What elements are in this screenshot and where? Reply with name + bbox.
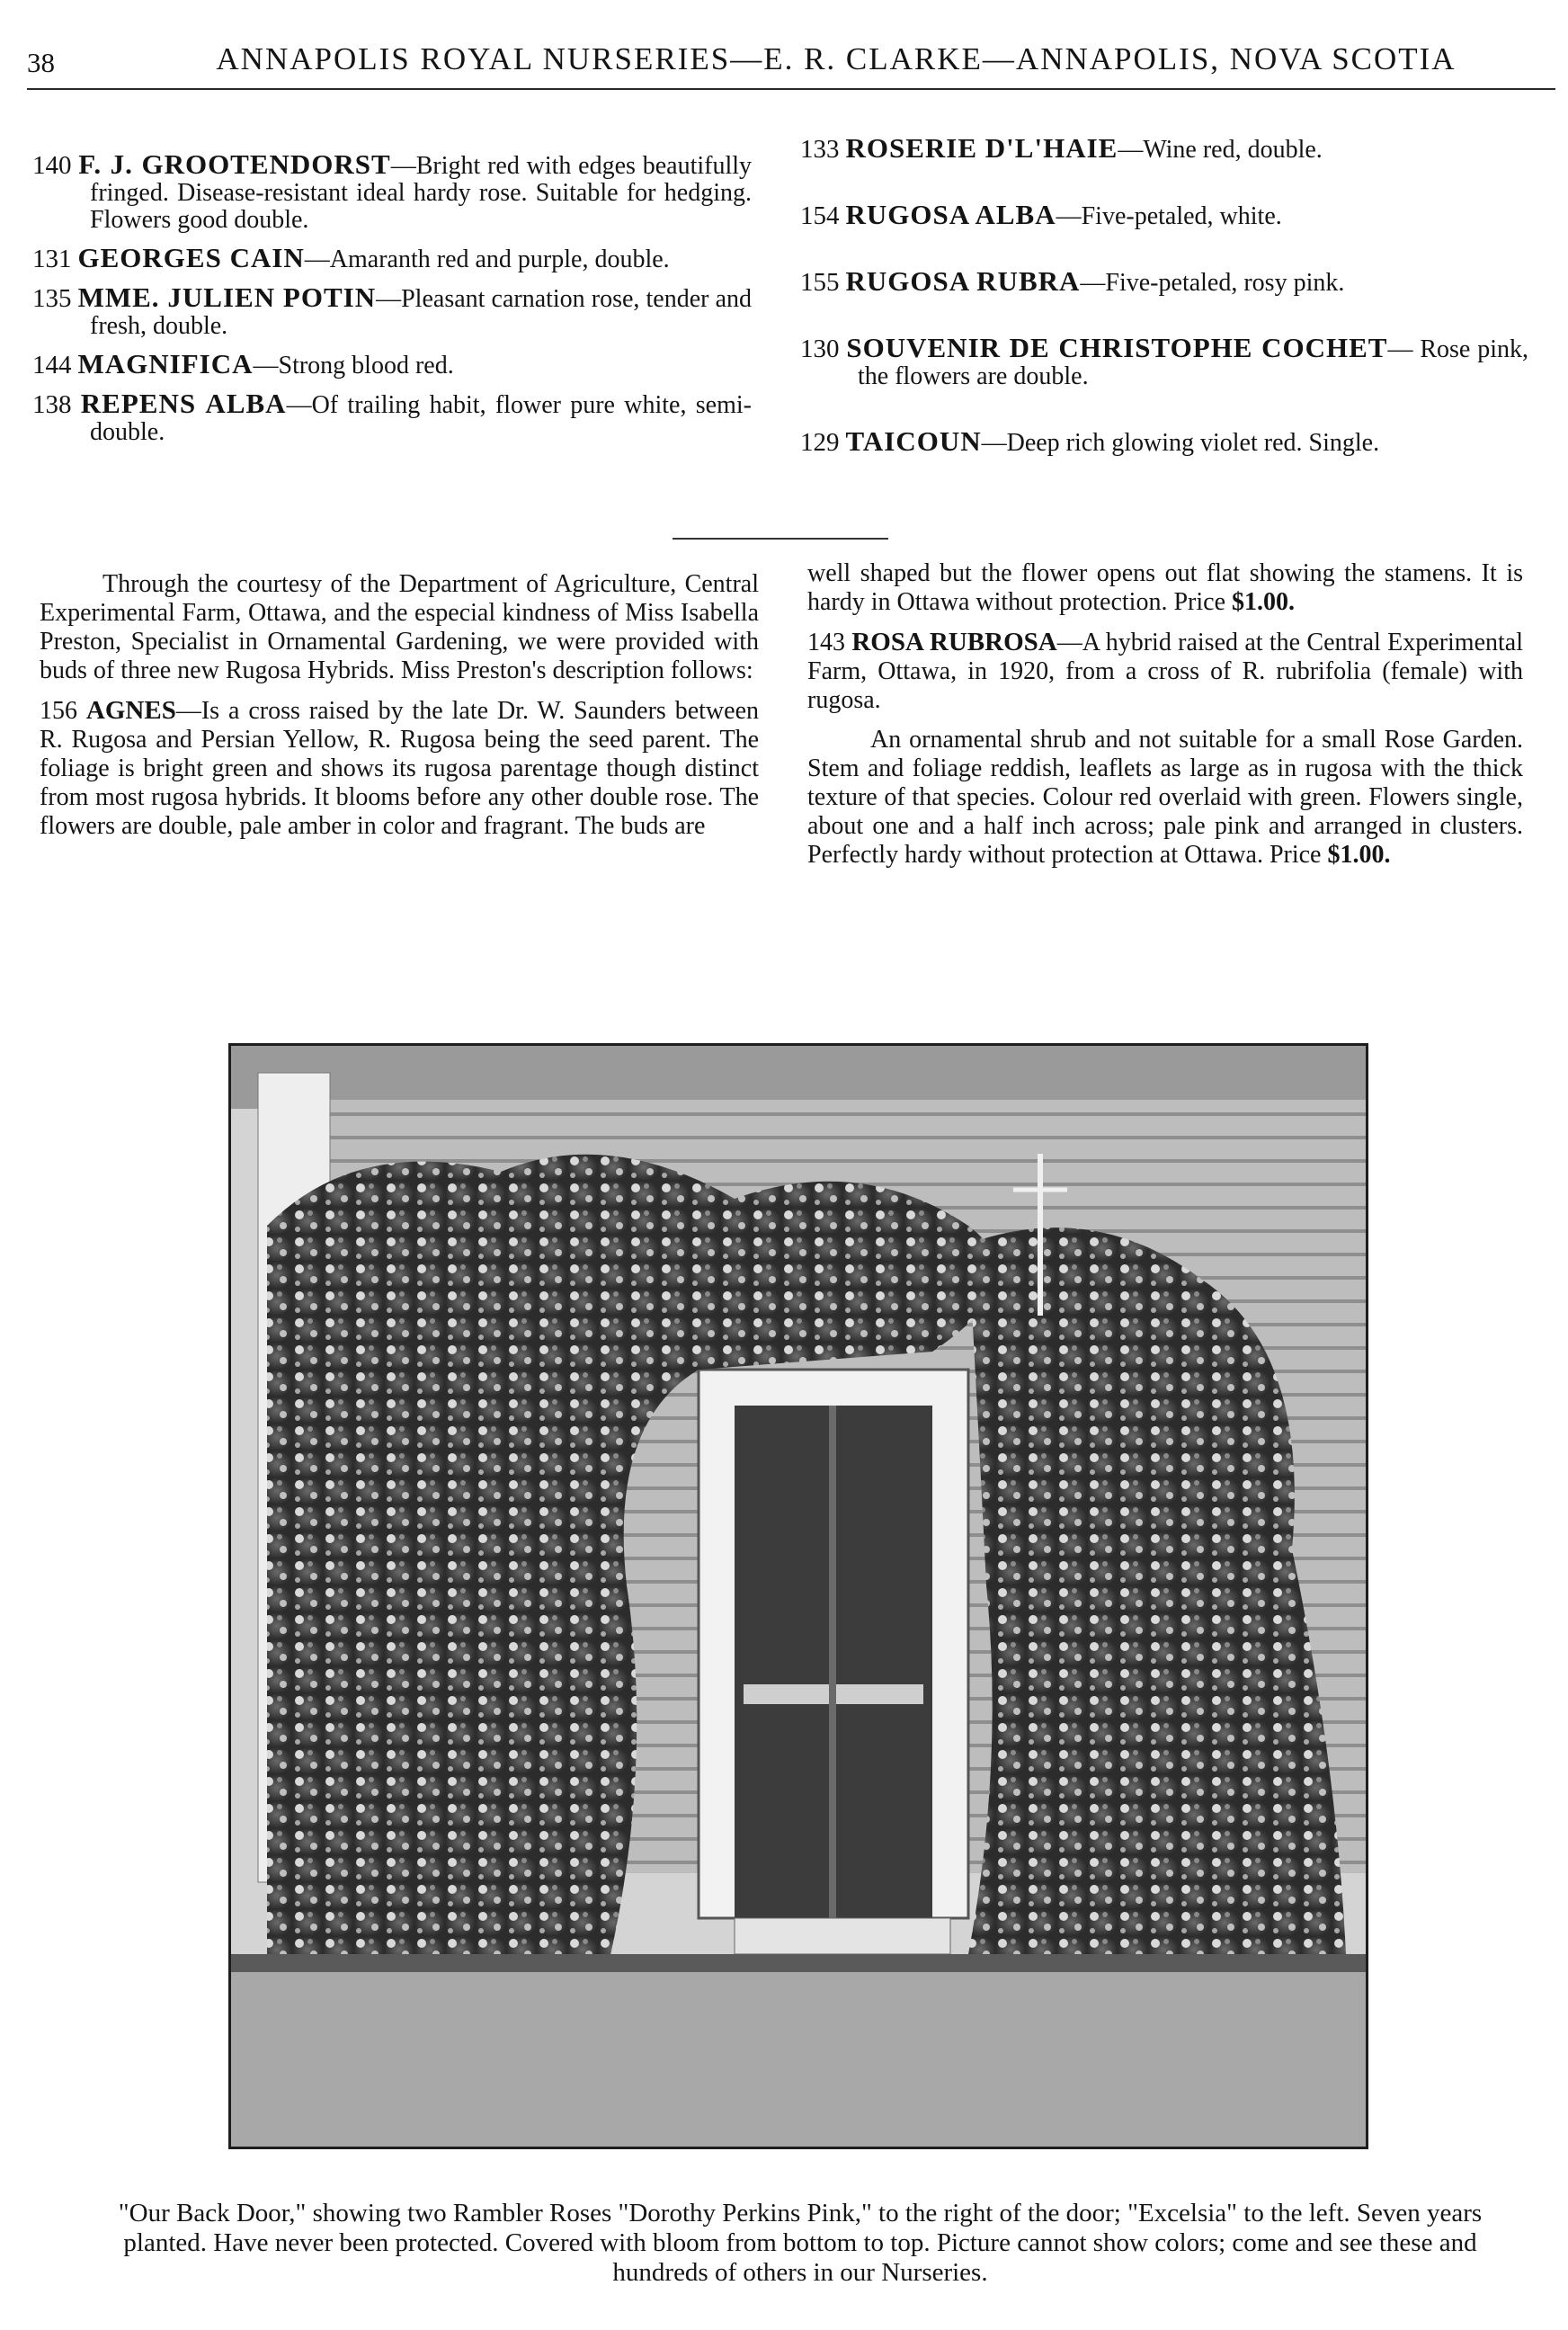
rose-entry bbox=[800, 332, 1528, 390]
rose-entry bbox=[800, 265, 1528, 297]
entry-number: 130 bbox=[800, 335, 840, 363]
rose-name: ROSERIE D'L'HAIE bbox=[845, 132, 1118, 164]
price: $1.00. bbox=[1327, 841, 1391, 869]
price: $1.00. bbox=[1232, 588, 1295, 616]
rose-name: MME. JULIEN POTIN bbox=[77, 281, 377, 313]
back-door-photograph bbox=[228, 1043, 1368, 2149]
rose-description: —Is a cross raised by the late Dr. W. Saunders between R. Rugosa and Persian Yellow, R. Rugosa being the seed parent. The foliage is bright green and shows its rugosa parentage though distinct from most rugosa hybrids. It blooms before any other double rose. The flowers are double, pale amber in color and fragrant. The buds are bbox=[40, 697, 760, 840]
rubrosa-description bbox=[807, 726, 1523, 870]
rose-name: F. J. GROOTENDORST bbox=[78, 148, 391, 180]
rose-description: —Wine red, double. bbox=[1118, 136, 1323, 164]
entry-number: 133 bbox=[800, 135, 840, 164]
rose-list-right bbox=[800, 132, 1528, 495]
header-rule bbox=[27, 88, 1555, 90]
entry-number: 143 bbox=[807, 629, 845, 656]
page-header bbox=[27, 32, 1537, 86]
rose-description: An ornamental shrub and not suitable for a small Rose Garden. Stem and foliage reddish, leaflets as large as in rugosa with the thick texture of that species. Colour red overlaid with green. Flowers single, about one and a half inch across; pale pink and arranged in clusters. Perfectly hardy without protection at Ottawa. Price bbox=[807, 726, 1523, 869]
rose-description: —Five-petaled, rosy pink. bbox=[1080, 269, 1345, 297]
door-step bbox=[735, 1918, 950, 1954]
rose-name: TAICOUN bbox=[845, 425, 982, 457]
entry-number: 140 bbox=[32, 151, 72, 180]
entry-number: 131 bbox=[32, 245, 72, 273]
rose-name: AGNES bbox=[85, 696, 176, 725]
lawn-ground bbox=[231, 1954, 1366, 2147]
rose-name: RUGOSA RUBRA bbox=[845, 265, 1081, 297]
running-title: ANNAPOLIS ROYAL NURSERIES—E. R. CLARKE—ANNAPOLIS, NOVA SCOTIA bbox=[216, 41, 1457, 76]
rose-entry bbox=[800, 425, 1528, 457]
rose-description: —Deep rich glowing violet red. Single. bbox=[981, 429, 1380, 457]
rose-description: —Pleasant carnation rose, tender and fresh, double. bbox=[90, 285, 752, 340]
roof-eave bbox=[231, 1046, 1366, 1109]
entry-number: 155 bbox=[800, 268, 840, 297]
rose-entry bbox=[32, 390, 752, 446]
rose-name: ROSA RUBROSA bbox=[851, 628, 1057, 656]
entry-number: 154 bbox=[800, 201, 840, 230]
rose-entry bbox=[32, 281, 752, 340]
rose-description: —A hybrid raised at the Central Experimental Farm, Ottawa, in 1920, from a cross of R. rubrifolia (female) with rugosa. bbox=[807, 629, 1523, 714]
rose-description: —Five-petaled, white. bbox=[1056, 202, 1282, 230]
entry-number: 135 bbox=[32, 284, 72, 313]
rose-description: —Amaranth red and purple, double. bbox=[304, 245, 670, 273]
page-number: 38 bbox=[27, 47, 55, 78]
rose-description: —Of trailing habit, flower pure white, semi-double. bbox=[90, 391, 752, 446]
photo-illustration bbox=[231, 1046, 1366, 2147]
rose-description: —Bright red with edges beautifully fringed. Disease-resistant ideal hardy rose. Suitable for hedging. Flowers good double. bbox=[90, 152, 753, 234]
rose-entry bbox=[32, 242, 752, 273]
entry-number: 129 bbox=[800, 428, 840, 457]
rose-description: —Strong blood red. bbox=[253, 352, 454, 379]
rubrosa-paragraph bbox=[807, 628, 1523, 715]
rose-entry bbox=[800, 132, 1528, 164]
rose-name: RUGOSA ALBA bbox=[845, 199, 1056, 230]
entry-number: 138 bbox=[32, 390, 72, 419]
agnes-paragraph bbox=[40, 696, 759, 841]
section-divider bbox=[673, 538, 888, 540]
rose-name: MAGNIFICA bbox=[77, 348, 254, 379]
rose-entry bbox=[800, 201, 1528, 230]
rose-name: REPENS ALBA bbox=[80, 388, 287, 419]
rose-entry bbox=[32, 148, 753, 234]
photo-caption: "Our Back Door," showing two Rambler Roses "Dorothy Perkins Pink," to the right of the door; "Excelsia" to the left. Seven years planted. Have never been protected. Covered with bloom from bottom to top. Picture cannot show colors; come and see these and hundreds of others in our Nurseries. bbox=[118, 2199, 1483, 2287]
rose-entry bbox=[32, 348, 752, 379]
entry-number: 156 bbox=[40, 697, 77, 725]
agnes-continuation bbox=[807, 559, 1523, 617]
rose-name: SOUVENIR DE CHRISTOPHE COCHET bbox=[846, 332, 1388, 363]
rose-description: — Rose pink, the flowers are double. bbox=[858, 335, 1528, 390]
entry-number: 144 bbox=[32, 351, 72, 379]
prose-column-right bbox=[807, 559, 1523, 880]
prose-column-left bbox=[40, 570, 759, 852]
door-stile bbox=[829, 1406, 836, 1918]
intro-paragraph: Through the courtesy of the Department of Agriculture, Central Experimental Farm, Ottawa, and the especial kindness of Miss Isabella Preston, Specialist in Ornamental Gardening, we were provided with buds of three new Rugosa Hybrids. Miss Preston's description follows: bbox=[40, 570, 759, 684]
rose-name: GEORGES CAIN bbox=[77, 242, 305, 273]
rose-description: well shaped but the flower opens out flat showing the stamens. It is hardy in Ottawa without protection. Price bbox=[807, 559, 1523, 616]
rose-list-left bbox=[32, 148, 753, 457]
